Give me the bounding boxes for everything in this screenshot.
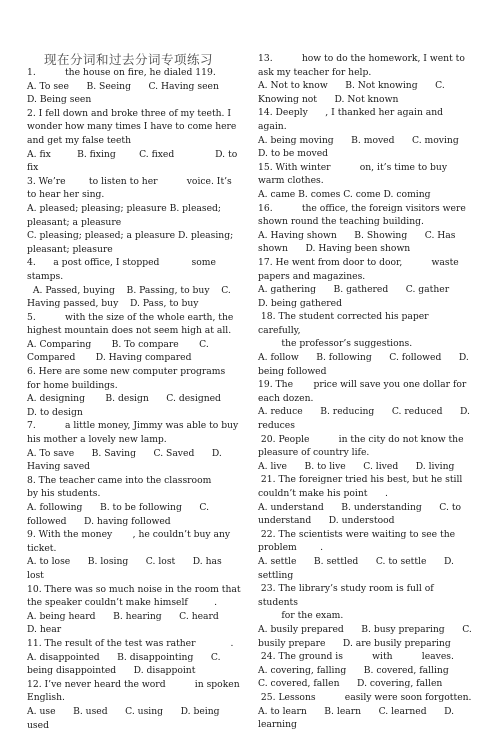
question-item <box>27 419 241 473</box>
answer-options: A. Not to know B. Not knowing C. Knowing not D. Not known <box>258 80 448 105</box>
answer-options: A. Comparing B. To compare C. Compared D. Having compared <box>27 338 212 364</box>
question-stem: 14. Deeply , I thanked her again and again. <box>258 107 446 132</box>
answer-options: A. Passed, buying B. Passing, to buy C. Having passed, buy D. Pass, to buy <box>27 284 234 310</box>
answer-options: A. fix B. fixing C. fixed D. to fix <box>27 148 241 174</box>
question-item <box>258 473 474 527</box>
question-stem: 10. There was so much noise in the room that the speaker couldn’t make himself . <box>27 583 244 609</box>
question-item <box>258 433 474 474</box>
question-stem: 9. With the money , he couldn’t buy any ticket. <box>27 529 234 554</box>
question-item <box>27 583 244 637</box>
question-stem: 20. People in the city do not know the pleasure of country life. <box>258 433 467 459</box>
answer-options: A. follow B. following C. followed D. being followed <box>258 352 472 377</box>
answer-options: A. understand B. understanding C. to understand D. understood <box>258 501 464 527</box>
question-stem: 3. We’re to listen to her voice. It’s to hear her sing. <box>27 175 261 201</box>
answer-options: A. being heard B. hearing C. heard D. hear <box>27 610 237 636</box>
question-item <box>27 175 261 257</box>
question-item <box>27 365 252 419</box>
question-stem: 21. The foreigner tried his best, but he still couldn’t make his point . <box>258 474 466 499</box>
answer-options: A. settle B. settled C. to settle D. settling <box>258 555 457 581</box>
question-stem: 7. a little money, Jimmy was able to buy his mother a lovely new lamp. <box>27 420 242 446</box>
question-stem: 22. The scientists were waiting to see the problem . <box>258 528 458 554</box>
answer-options: A. designing B. design C. designed D. to design <box>27 393 239 418</box>
question-item <box>258 582 474 650</box>
question-stem: 8. The teacher came into the classroom by his students. <box>27 474 244 500</box>
answer-options: A. To see B. Seeing C. Having seen D. Being seen <box>27 80 237 106</box>
question-item <box>258 106 477 160</box>
question-item <box>258 378 474 432</box>
question-stem: 11. The result of the test was rather . <box>27 637 234 649</box>
question-item <box>258 202 474 256</box>
answer-options: A. Having shown B. Showing C. Has shown D. Having been shown <box>258 229 459 255</box>
question-stem: 16. the office, the foreign visitors were shown round the teaching building. <box>258 202 469 228</box>
question-item <box>27 474 244 528</box>
question-item <box>27 311 241 365</box>
question-stem: 17. He went from door to door, waste papers and magazines. <box>258 256 462 282</box>
answer-options: A. To save B. Saving C. Saved D. Having saved <box>27 447 225 473</box>
answer-options: A. reduce B. reducing C. reduced D. reduces <box>258 406 473 432</box>
answer-options: A. to learn B. learn C. learned D. learning <box>258 705 458 731</box>
answer-options: A. busily prepared B. busy preparing C. busily prepare D. are busily preparing <box>258 623 475 649</box>
question-item <box>258 691 474 732</box>
question-item <box>258 650 474 691</box>
page-title: 现在分词和过去分词专项练习 <box>44 52 214 67</box>
question-stem: 25. Lessons easily were soon forgotten. <box>258 691 472 703</box>
question-item <box>258 528 474 582</box>
answer-options: A. being moving B. moved C. moving D. to be moved <box>258 134 477 160</box>
question-stem: 18. The student corrected his paper carefully, the professor’s suggestions. <box>258 311 429 350</box>
answer-options: A. came B. comes C. come D. coming <box>258 188 431 200</box>
answer-options: A. disappointed B. disappointing C. being disappointed D. disappoint <box>27 651 224 677</box>
answer-options: A. live B. to live C. lived D. living <box>258 460 455 472</box>
question-item <box>27 637 241 678</box>
answer-options: A. pleased; pleasing; pleasure B. pleased; pleasant; a pleasure C. pleasing; pleased; a pleasure D. pleasing; pleasant; pleasure <box>27 202 234 255</box>
question-item <box>27 107 241 175</box>
right-column <box>258 52 477 732</box>
question-stem: 15. With winter on, it’s time to buy warm clothes. <box>258 161 450 187</box>
question-stem: 23. The library’s study room is full of students for the exam. <box>258 583 434 622</box>
question-item <box>27 528 241 582</box>
question-stem: 13. how to do the homework, I went to ask my teacher for help. <box>258 53 468 78</box>
answer-options: A. covering, falling B. covered, falling C. covered, fallen D. covering, fallen <box>258 664 467 690</box>
left-column <box>27 66 261 732</box>
question-stem: 1. the house on fire, he dialed 119. <box>27 67 216 78</box>
question-stem: 6. Here are some new computer programs for home buildings. <box>27 366 252 391</box>
question-item <box>27 66 241 107</box>
answer-options: A. gathering B. gathered C. gather D. being gathered <box>258 284 467 309</box>
question-stem: 12. I’ve never heard the word in spoken English. <box>27 678 243 704</box>
question-item <box>27 256 241 310</box>
question-stem: 2. I fell down and broke three of my teeth. I wonder how many times I have to come here and get my false teeth <box>27 107 240 146</box>
question-stem: 5. with the size of the whole earth, the highest mountain does not seem high at all. <box>27 311 237 337</box>
question-stem: 19. The price will save you one dollar for each dozen. <box>258 379 470 404</box>
answer-options: A. use B. used C. using D. being used <box>27 705 223 731</box>
answer-options: A. following B. to be following C. followed D. having followed <box>27 502 212 527</box>
question-stem: 24. The ground is with leaves. <box>258 651 454 663</box>
question-item <box>27 678 241 732</box>
question-item <box>258 161 474 202</box>
answer-options: A. to lose B. losing C. lost D. has lost <box>27 556 225 581</box>
question-stem: 4. a post office, I stopped some stamps. <box>27 257 219 282</box>
question-item <box>258 256 474 310</box>
question-item <box>258 52 474 106</box>
question-item <box>258 310 474 378</box>
